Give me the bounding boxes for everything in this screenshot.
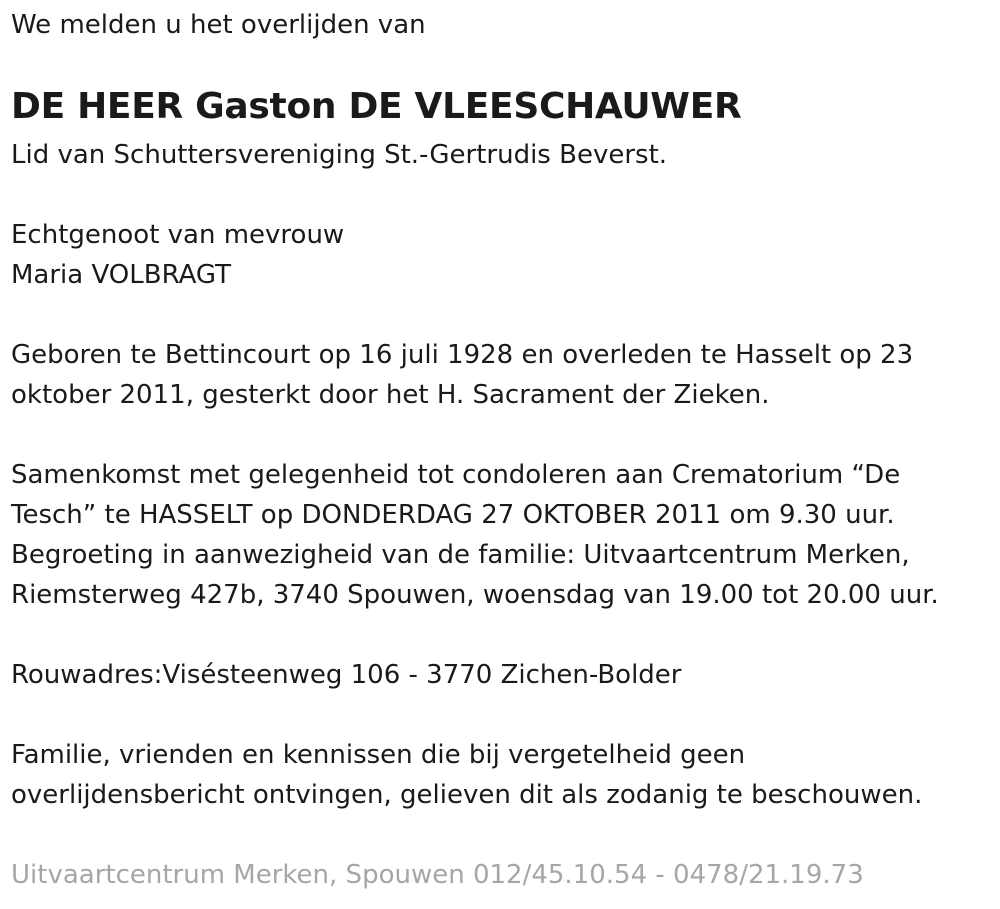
gathering-block: [11, 455, 939, 615]
gathering-line: Tesch” te HASSELT op DONDERDAG 27 OKTOBER 2011 om 9.30 uur.: [11, 500, 895, 530]
birth-death-line: oktober 2011, gesterkt door het H. Sacrament der Zieken.: [11, 380, 770, 410]
mourning-address-block: [11, 655, 682, 695]
spouse-name: Maria VOLBRAGT: [11, 260, 232, 290]
membership-block: [11, 135, 667, 175]
family-note-line: Familie, vrienden en kennissen die bij vergetelheid geen: [11, 740, 746, 770]
family-note-line: overlijdensbericht ontvingen, gelieven dit als zodanig te beschouwen.: [11, 780, 923, 810]
funeral-home-footer: Uitvaartcentrum Merken, Spouwen 012/45.10.54 - 0478/21.19.73: [11, 860, 864, 890]
membership-text: Lid van Schuttersvereniging St.-Gertrudis Beverst.: [11, 140, 668, 170]
gathering-line: Samenkomst met gelegenheid tot condoleren aan Crematorium “De: [11, 460, 901, 490]
gathering-line: Begroeting in aanwezigheid van de familie: Uitvaartcentrum Merken,: [11, 540, 910, 570]
intro-text: We melden u het overlijden van: [11, 10, 426, 40]
spouse-block: [11, 215, 344, 295]
family-note-block: [11, 735, 922, 815]
gathering-line: Riemsterweg 427b, 3740 Spouwen, woensdag van 19.00 tot 20.00 uur.: [11, 580, 939, 610]
birth-death-block: [11, 335, 913, 415]
birth-death-line: Geboren te Bettincourt op 16 juli 1928 en overleden te Hasselt op 23: [11, 340, 914, 370]
deceased-name: DE HEER Gaston DE VLEESCHAUWER: [11, 86, 742, 127]
spouse-line: Echtgenoot van mevrouw: [11, 220, 345, 250]
mourning-address: Rouwadres:Visésteenweg 106 - 3770 Zichen-Bolder: [11, 660, 682, 690]
